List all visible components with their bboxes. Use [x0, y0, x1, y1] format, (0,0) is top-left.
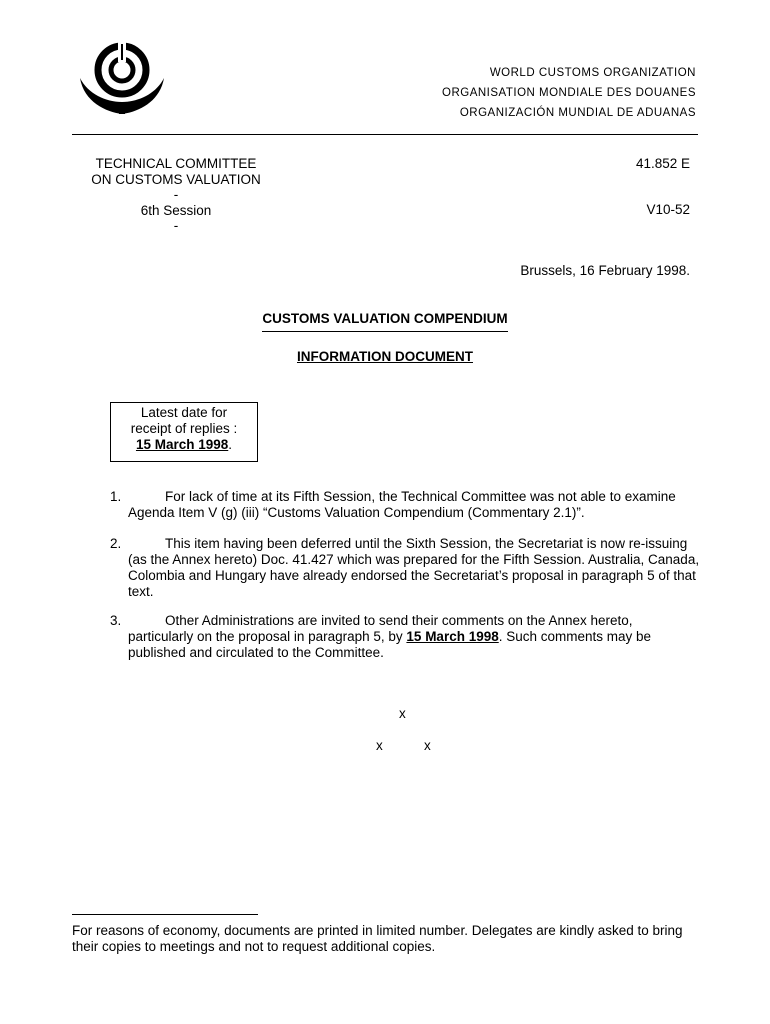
- reply-box-line1: Latest date for: [140, 405, 228, 420]
- paragraph-number: 3.: [110, 613, 122, 628]
- paragraph-3: [110, 613, 700, 661]
- paragraph-2: [110, 536, 700, 600]
- doc-number: 41.852 E: [635, 156, 690, 171]
- org-name-fr: ORGANISATION MONDIALE DES DOUANES: [442, 87, 696, 99]
- committee-block: [70, 156, 282, 234]
- date-line: Brussels, 16 February 1998.: [520, 263, 690, 278]
- committee-line2: ON CUSTOMS VALUATION: [91, 171, 261, 187]
- paragraph-text: This item having been deferred until the Sixth Session, the Secretariat is now re-issuing (as the Annex hereto) Doc. 41.427 which was prepared for the Fifth Session. Australia, Canada, Colombia and Hungary have already endorsed the Secretariat’s proposal in paragraph 5 of that text.: [128, 536, 700, 599]
- reply-box-deadline-line: [111, 437, 257, 453]
- org-name-en: WORLD CUSTOMS ORGANIZATION: [489, 67, 696, 79]
- committee-dash2: -: [173, 218, 179, 233]
- paragraph-1: [110, 489, 700, 521]
- session-label: 6th Session: [140, 202, 212, 218]
- paragraph-deadline: 15 March 1998: [406, 629, 499, 644]
- org-name-es: ORGANIZACIÓN MUNDIAL DE ADUANAS: [459, 107, 696, 119]
- reply-box-deadline: 15 March 1998: [135, 437, 229, 452]
- end-mark-top: x: [399, 706, 406, 721]
- reply-deadline-box: [110, 402, 258, 462]
- footnote-rule: [72, 914, 258, 915]
- document-title-text: CUSTOMS VALUATION COMPENDIUM: [262, 311, 507, 332]
- paragraph-text: For lack of time at its Fifth Session, the Technical Committee was not able to examine Agenda Item V (g) (iii) “Customs Valuation Compendium (Commentary 2.1)”.: [128, 489, 676, 520]
- end-mark-left: x: [376, 738, 383, 753]
- paragraph-number: 1.: [110, 489, 122, 504]
- document-subtitle-text: INFORMATION DOCUMENT: [297, 349, 473, 364]
- paragraph-text-before: Other Administrations are invited to send their comments on the Annex hereto, particularly on the proposal in paragraph 5, by: [128, 613, 633, 644]
- committee-line1: TECHNICAL COMMITTEE: [95, 156, 257, 171]
- wco-logo: [76, 40, 168, 116]
- committee-dash1: -: [173, 187, 179, 202]
- document-title: [0, 311, 770, 326]
- footnote: For reasons of economy, documents are printed in limited number. Delegates are kindly asked to bring their copies to meetings and not to request additional copies.: [72, 923, 683, 954]
- reply-box-line2: receipt of replies :: [130, 421, 238, 436]
- document-subtitle: [0, 349, 770, 364]
- header-rule: [72, 134, 698, 135]
- reply-box-suffix: .: [228, 437, 233, 452]
- paragraph-number: 2.: [110, 536, 122, 551]
- paragraph-text-after: . Such comments may be published and circulated to the Committee.: [128, 629, 652, 660]
- end-mark-right: x: [424, 738, 431, 753]
- doc-code: V10-52: [646, 202, 690, 217]
